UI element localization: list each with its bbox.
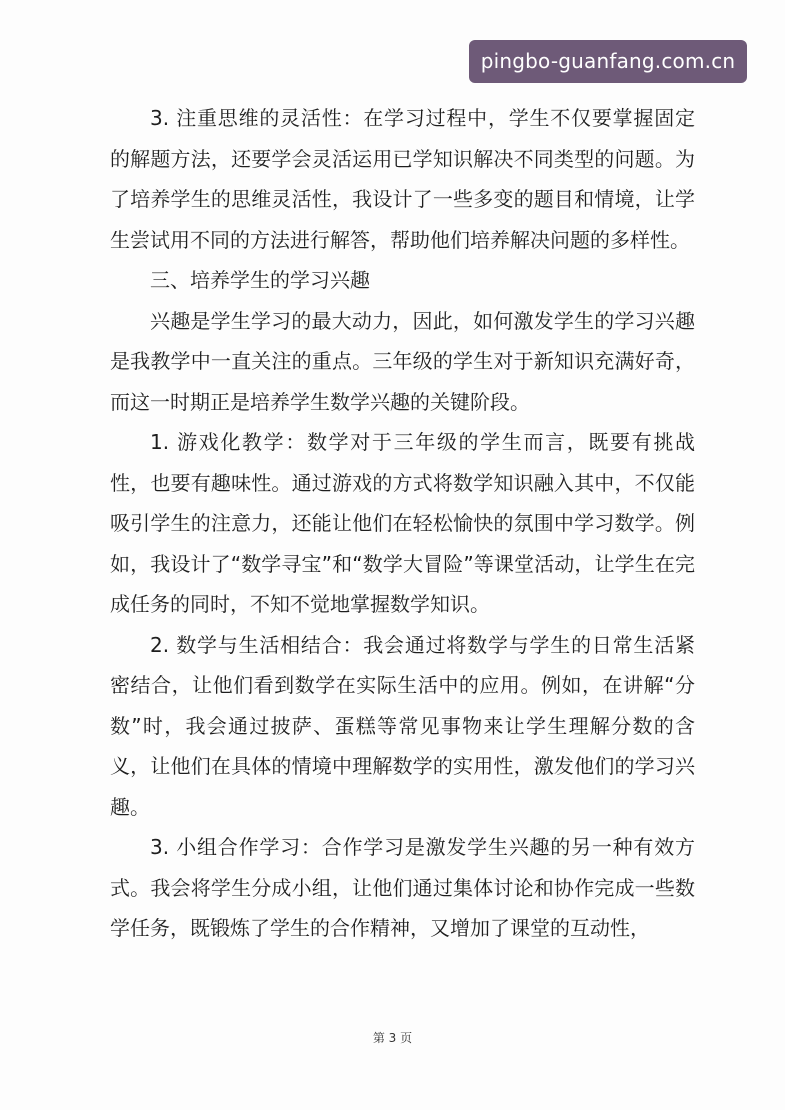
section-heading-learning-interest: 三、培养学生的学习兴趣: [150, 268, 370, 292]
page-number: 第 3 页: [372, 1031, 413, 1045]
paragraph-gamified-teaching: 1. 游戏化教学：数学对于三年级的学生而言，既要有挑战性，也要有趣味性。通过游戏的方式将数学知识融入其中，不仅能吸引学生的注意力，还能让他们在轻松愉快的氛围中学习数学。例如，我设计了“数学寻宝”和“数学大冒险”等课堂活动，让学生在完成任务的同时，不知不觉地掌握数学知识。: [110, 430, 695, 616]
paragraph-group-cooperation: 3. 小组合作学习：合作学习是激发学生兴趣的另一种有效方式。我会将学生分成小组，让他们通过集体讨论和协作完成一些数学任务，既锻炼了学生的合作精神，又增加了课堂的互动性，: [110, 835, 695, 940]
document-body: [110, 98, 695, 949]
paragraph-interest-intro: 兴趣是学生学习的最大动力，因此，如何激发学生的学习兴趣是我教学中一直关注的重点。三年级的学生对于新知识充满好奇，而这一时期正是培养学生数学兴趣的关键阶段。: [110, 308, 695, 414]
paragraph-thinking-flexibility: 3. 注重思维的灵活性：在学习过程中，学生不仅要掌握固定的解题方法，还要学会灵活运用已学知识解决不同类型的问题。为了培养学生的思维灵活性，我设计了一些多变的题目和情境，让学生尝试用不同的方法进行解答，帮助他们培养解决问题的多样性。: [110, 106, 695, 252]
paragraph-math-and-life: 2. 数学与生活相结合：我会通过将数学与学生的日常生活紧密结合，让他们看到数学在实际生活中的应用。例如，在讲解“分数”时，我会通过披萨、蛋糕等常见事物来让学生理解分数的含义，让他们在具体的情境中理解数学的实用性，激发他们的学习兴趣。: [110, 632, 695, 819]
site-watermark: pingbo-guanfang.com.cn: [469, 40, 747, 83]
